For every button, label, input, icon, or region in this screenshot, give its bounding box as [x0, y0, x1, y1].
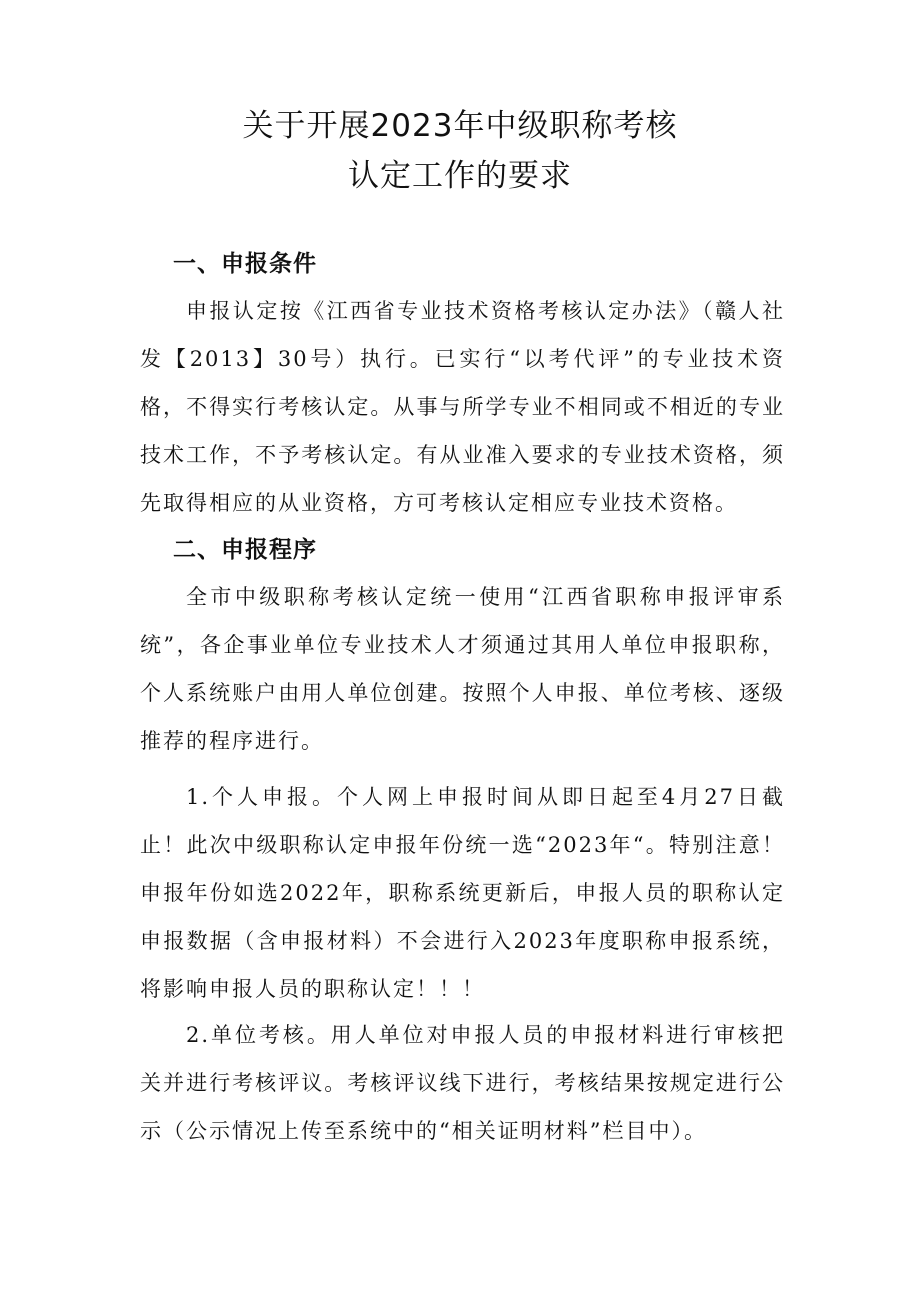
- section-heading-application-conditions: 一、申报条件: [173, 251, 317, 277]
- paragraph-application-conditions: 申报认定按《江西省专业技术资格考核认定办法》（赣人社发【2013】30号）执行。已实行“以考代评”的专业技术资格，不得实行考核认定。从事与所学专业不相同或不相近的专业技术工作，不予考核认定。有从业准入要求的专业技术资格，须先取得相应的从业资格，方可考核认定相应专业技术资格。: [140, 299, 785, 515]
- paragraph-unit-assessment: 2.单位考核。用人单位对申报人员的申报材料进行审核把关并进行考核评议。考核评议线下进行，考核结果按规定进行公示（公示情况上传至系统中的“相关证明材料”栏目中）。: [140, 1023, 785, 1143]
- document-title-line-1: 关于开展2023年中级职称考核: [242, 108, 678, 144]
- paragraph-individual-application: 1.个人申报。个人网上申报时间从即日起至4月27日截止！此次中级职称认定申报年份统一选“2023年“。特别注意！申报年份如选2022年，职称系统更新后，申报人员的职称认定申报数据（含申报材料）不会进行入2023年度职称申报系统，将影响申报人员的职称认定！！！: [140, 785, 785, 1001]
- section-heading-application-procedure: 二、申报程序: [173, 537, 317, 563]
- paragraph-procedure-overview: 全市中级职称考核认定统一使用“江西省职称申报评审系统”，各企事业单位专业技术人才须通过其用人单位申报职称，个人系统账户由用人单位创建。按照个人申报、单位考核、逐级推荐的程序进行。: [140, 585, 785, 753]
- document-title-line-2: 认定工作的要求: [348, 158, 572, 194]
